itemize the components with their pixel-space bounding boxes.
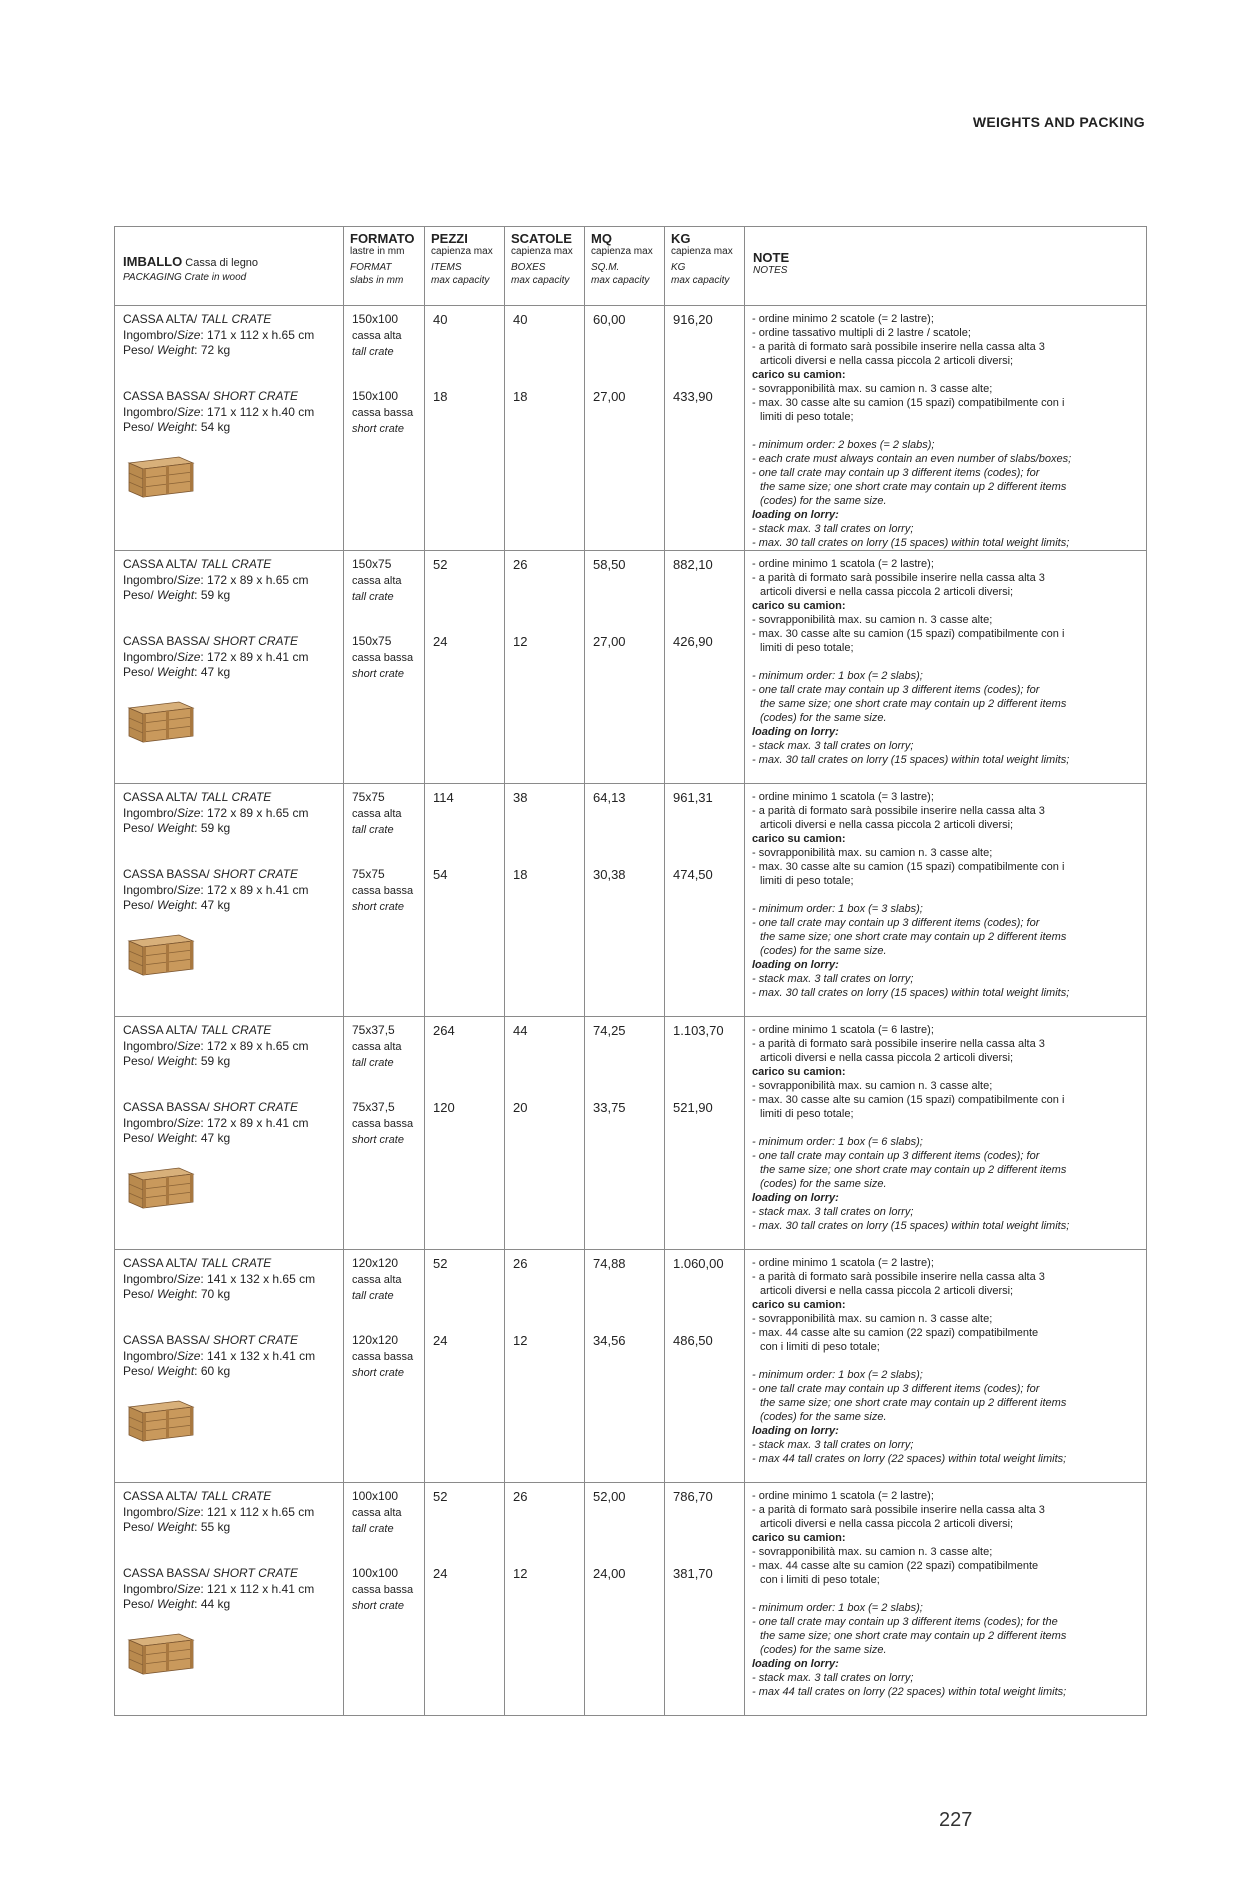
items-cell: 40 18 [425, 306, 505, 551]
header-sqm: MQ capienza max SQ.M. max capacity [585, 227, 665, 306]
packaging-cell: CASSA ALTA/ TALL CRATE Ingombro/Size: 121 x 112 x h.65 cm Peso/ Weight: 55 kg CASSA BASSA/ SHORT CRATE Ingombro/Size: 121 x 112 x h.41 cm Peso/ Weight: 44 kg [115, 1483, 344, 1716]
items-cell: 114 54 [425, 784, 505, 1017]
sqm-cell: 64,13 30,38 [585, 784, 665, 1017]
notes-cell: - ordine minimo 1 scatola (= 2 lastre); - a parità di formato sarà possibile inserire nella cassa alta 3 articoli diversi e nella cassa piccola 2 articoli diversi; carico su camion: - sovrapponibilità max. su camion n. 3 casse alte; - max. 30 casse alte su camion (15 spazi) compatibilmente con i limiti di peso totale; - minimum order: 1 box (= 2 slabs); - one tall crate may contain up 3 different items (codes); for the same size; one short crate may contain up 2 different items (codes) for the same size. loading on lorry: - stack max. 3 tall crates on lorry; - max. 30 tall crates on lorry (15 spaces) within total weight limits; [745, 551, 1147, 784]
kg-cell: 961,31 474,50 [665, 784, 745, 1017]
kg-cell: 1.060,00 486,50 [665, 1250, 745, 1483]
kg-cell: 916,20 433,90 [665, 306, 745, 551]
header-kg: KG capienza max KG max capacity [665, 227, 745, 306]
table-row [115, 551, 1147, 784]
format-cell: 75x75 cassa alta tall crate 75x75 cassa bassa short crate [344, 784, 425, 1017]
page-header: WEIGHTS AND PACKING [972, 114, 1145, 130]
wooden-crate-image [123, 1395, 197, 1445]
sqm-cell: 60,00 27,00 [585, 306, 665, 551]
notes-cell: - ordine minimo 1 scatola (= 6 lastre); - a parità di formato sarà possibile inserire nella cassa alta 3 articoli diversi e nella cassa piccola 2 articoli diversi; carico su camion: - sovrapponibilità max. su camion n. 3 casse alte; - max. 30 casse alte su camion (15 spazi) compatibilmente con i limiti di peso totale; - minimum order: 1 box (= 6 slabs); - one tall crate may contain up 3 different items (codes); for the same size; one short crate may contain up 2 different items (codes) for the same size. loading on lorry: - stack max. 3 tall crates on lorry; - max. 30 tall crates on lorry (15 spaces) within total weight limits; [745, 1017, 1147, 1250]
wooden-crate-image [123, 1628, 197, 1678]
items-cell: 52 24 [425, 551, 505, 784]
boxes-cell: 26 12 [505, 1250, 585, 1483]
packaging-cell: CASSA ALTA/ TALL CRATE Ingombro/Size: 171 x 112 x h.65 cm Peso/ Weight: 72 kg CASSA BASSA/ SHORT CRATE Ingombro/Size: 171 x 112 x h.40 cm Peso/ Weight: 54 kg [115, 306, 344, 551]
header-format: FORMATO lastre in mm FORMAT slabs in mm [344, 227, 425, 306]
table-row [115, 1250, 1147, 1483]
header-items: PEZZI capienza max ITEMS max capacity [425, 227, 505, 306]
packaging-cell: CASSA ALTA/ TALL CRATE Ingombro/Size: 172 x 89 x h.65 cm Peso/ Weight: 59 kg CASSA BASSA/ SHORT CRATE Ingombro/Size: 172 x 89 x h.41 cm Peso/ Weight: 47 kg [115, 1017, 344, 1250]
format-cell: 75x37,5 cassa alta tall crate 75x37,5 cassa bassa short crate [344, 1017, 425, 1250]
sqm-cell: 58,50 27,00 [585, 551, 665, 784]
notes-cell: - ordine minimo 1 scatola (= 2 lastre); - a parità di formato sarà possibile inserire nella cassa alta 3 articoli diversi e nella cassa piccola 2 articoli diversi; carico su camion: - sovrapponibilità max. su camion n. 3 casse alte; - max. 44 casse alte su camion (22 spazi) compatibilmente con i limiti di peso totale; - minimum order: 1 box (= 2 slabs); - one tall crate may contain up 3 different items (codes); for the same size; one short crate may contain up 2 different items (codes) for the same size. loading on lorry: - stack max. 3 tall crates on lorry; - max 44 tall crates on lorry (22 spaces) within total weight limits; [745, 1250, 1147, 1483]
header-packaging: IMBALLO Cassa di legno PACKAGING Crate in wood [115, 227, 344, 306]
boxes-cell: 38 18 [505, 784, 585, 1017]
kg-cell: 1.103,70 521,90 [665, 1017, 745, 1250]
table-row [115, 1017, 1147, 1250]
format-cell: 150x75 cassa alta tall crate 150x75 cassa bassa short crate [344, 551, 425, 784]
table-row [115, 784, 1147, 1017]
format-cell: 150x100 cassa alta tall crate 150x100 cassa bassa short crate [344, 306, 425, 551]
notes-cell: - ordine minimo 1 scatola (= 2 lastre); - a parità di formato sarà possibile inserire nella cassa alta 3 articoli diversi e nella cassa piccola 2 articoli diversi; carico su camion: - sovrapponibilità max. su camion n. 3 casse alte; - max. 44 casse alte su camion (22 spazi) compatibilmente con i limiti di peso totale; - minimum order: 1 box (= 2 slabs); - one tall crate may contain up 3 different items (codes); for the the same size; one short crate may contain up 2 different items (codes) for the same size. loading on lorry: - stack max. 3 tall crates on lorry; - max 44 tall crates on lorry (22 spaces) within total weight limits; [745, 1483, 1147, 1716]
format-cell: 100x100 cassa alta tall crate 100x100 cassa bassa short crate [344, 1483, 425, 1716]
sqm-cell: 52,00 24,00 [585, 1483, 665, 1716]
items-cell: 264 120 [425, 1017, 505, 1250]
items-cell: 52 24 [425, 1483, 505, 1716]
header-boxes: SCATOLE capienza max BOXES max capacity [505, 227, 585, 306]
boxes-cell: 26 12 [505, 1483, 585, 1716]
sqm-cell: 74,88 34,56 [585, 1250, 665, 1483]
packaging-cell: CASSA ALTA/ TALL CRATE Ingombro/Size: 172 x 89 x h.65 cm Peso/ Weight: 59 kg CASSA BASSA/ SHORT CRATE Ingombro/Size: 172 x 89 x h.41 cm Peso/ Weight: 47 kg [115, 551, 344, 784]
wooden-crate-image [123, 1162, 197, 1212]
table-header-row [115, 227, 1147, 306]
boxes-cell: 40 18 [505, 306, 585, 551]
boxes-cell: 26 12 [505, 551, 585, 784]
page-number: 227 [939, 1809, 973, 1831]
wooden-crate-image [123, 696, 197, 746]
sqm-cell: 74,25 33,75 [585, 1017, 665, 1250]
format-cell: 120x120 cassa alta tall crate 120x120 cassa bassa short crate [344, 1250, 425, 1483]
kg-cell: 882,10 426,90 [665, 551, 745, 784]
kg-cell: 786,70 381,70 [665, 1483, 745, 1716]
boxes-cell: 44 20 [505, 1017, 585, 1250]
packing-table [114, 226, 1147, 1716]
table-row [115, 306, 1147, 551]
notes-cell: - ordine minimo 1 scatola (= 3 lastre); - a parità di formato sarà possibile inserire nella cassa alta 3 articoli diversi e nella cassa piccola 2 articoli diversi; carico su camion: - sovrapponibilità max. su camion n. 3 casse alte; - max. 30 casse alte su camion (15 spazi) compatibilmente con i limiti di peso totale; - minimum order: 1 box (= 3 slabs); - one tall crate may contain up 3 different items (codes); for the same size; one short crate may contain up 2 different items (codes) for the same size. loading on lorry: - stack max. 3 tall crates on lorry; - max. 30 tall crates on lorry (15 spaces) within total weight limits; [745, 784, 1147, 1017]
wooden-crate-image [123, 929, 197, 979]
items-cell: 52 24 [425, 1250, 505, 1483]
header-notes: NOTE NOTES [745, 227, 1147, 306]
notes-cell: - ordine minimo 2 scatole (= 2 lastre); - ordine tassativo multipli di 2 lastre / scatole; - a parità di formato sarà possibile inserire nella cassa alta 3 articoli diversi e nella cassa piccola 2 articoli diversi; carico su camion: - sovrapponibilità max. su camion n. 3 casse alte; - max. 30 casse alte su camion (15 spazi) compatibilmente con i limiti di peso totale; - minimum order: 2 boxes (= 2 slabs); - each crate must always contain an even number of slabs/boxes; - one tall crate may contain up 3 different items (codes); for the same size; one short crate may contain up 2 different items (codes) for the same size. loading on lorry: - stack max. 3 tall crates on lorry; - max. 30 tall crates on lorry (15 spaces) within total weight limits; [745, 306, 1147, 551]
packaging-cell: CASSA ALTA/ TALL CRATE Ingombro/Size: 141 x 132 x h.65 cm Peso/ Weight: 70 kg CASSA BASSA/ SHORT CRATE Ingombro/Size: 141 x 132 x h.41 cm Peso/ Weight: 60 kg [115, 1250, 344, 1483]
table-row [115, 1483, 1147, 1716]
wooden-crate-image [123, 451, 197, 501]
packaging-cell: CASSA ALTA/ TALL CRATE Ingombro/Size: 172 x 89 x h.65 cm Peso/ Weight: 59 kg CASSA BASSA/ SHORT CRATE Ingombro/Size: 172 x 89 x h.41 cm Peso/ Weight: 47 kg [115, 784, 344, 1017]
